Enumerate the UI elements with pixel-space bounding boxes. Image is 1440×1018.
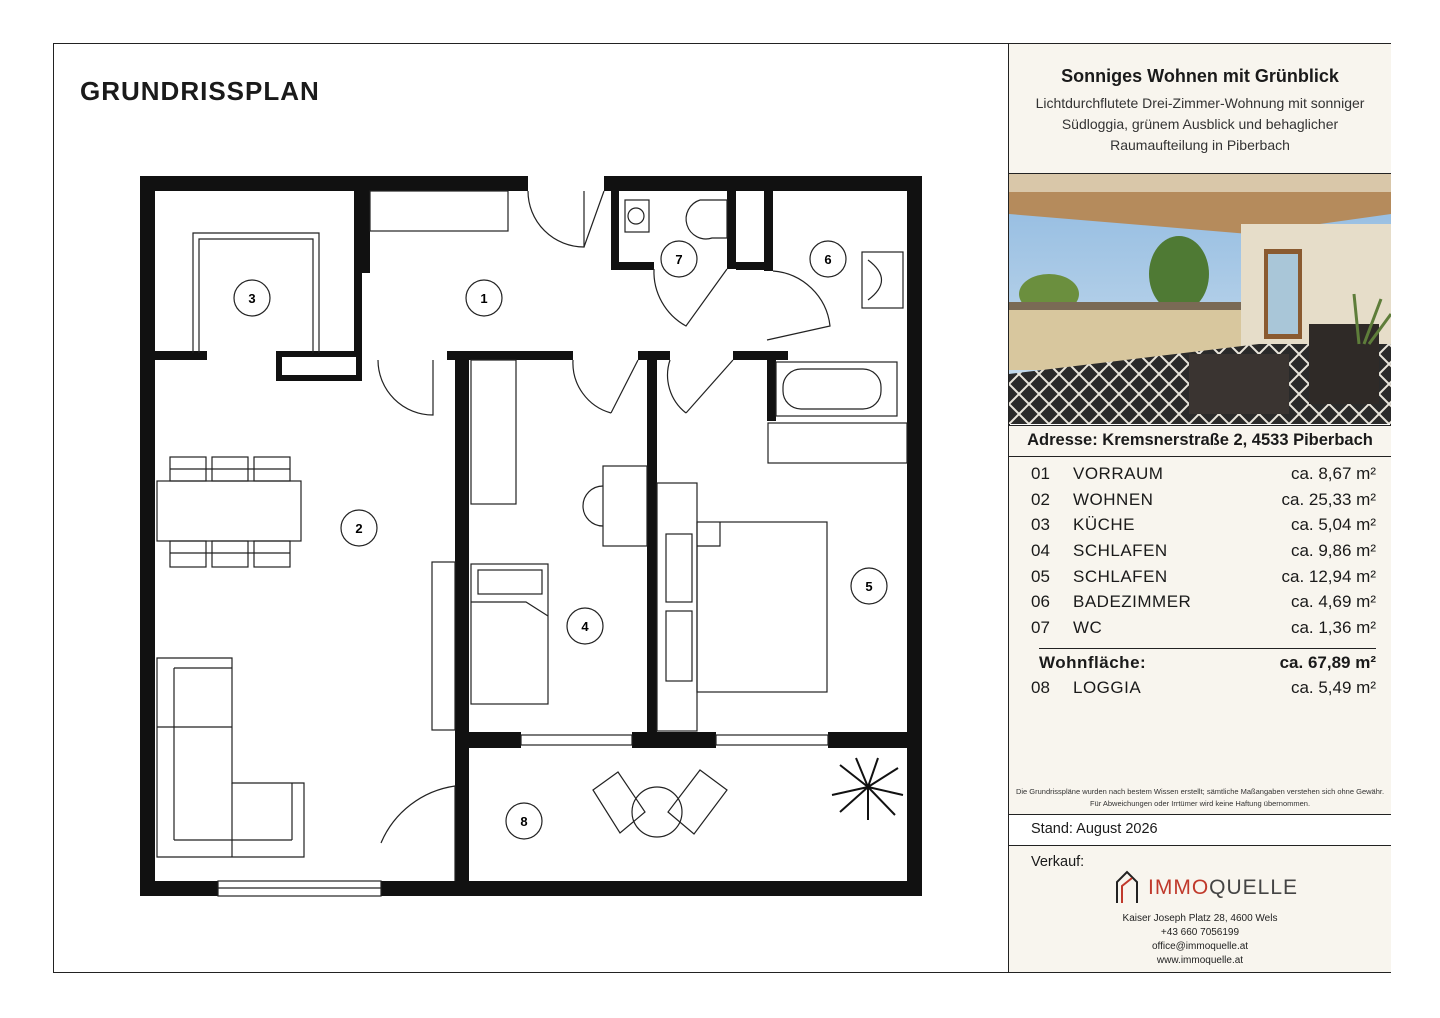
room-name: SCHLAFEN — [1073, 541, 1168, 560]
stand-date: Stand: August 2026 — [1009, 814, 1391, 846]
room-name: BADEZIMMER — [1073, 592, 1192, 611]
room-number: 03 — [1031, 515, 1050, 534]
total-row — [1031, 653, 1376, 679]
room-area: ca. 9,86 m² — [1290, 541, 1376, 560]
room-area: ca. 8,67 m² — [1290, 464, 1376, 483]
verkauf-label: Verkauf: — [1031, 854, 1085, 870]
room-markers — [234, 241, 887, 839]
listing-subtitle: Lichtdurchflutete Drei-Zimmer-Wohnung mit sonniger Südloggia, grünem Ausblick und behaglicher Raumaufteilung in Piberbach — [1035, 95, 1365, 153]
room-label-8: 8 — [520, 814, 528, 829]
logo-light: QUELLE — [1209, 876, 1299, 899]
address: Adresse: Kremsnerstraße 2, 4533 Piberbach — [1009, 425, 1391, 457]
room-label-5: 5 — [865, 579, 873, 594]
room-label-1: 1 — [480, 291, 488, 306]
plant-icon — [832, 758, 903, 820]
listing-header — [1009, 44, 1391, 174]
contact-phone[interactable]: +43 660 7056199 — [1160, 927, 1240, 938]
room-row — [1031, 567, 1376, 593]
room-area: ca. 25,33 m² — [1281, 490, 1376, 509]
room-number: 07 — [1031, 618, 1050, 637]
total-area: ca. 67,89 m² — [1279, 653, 1376, 672]
room-number: 08 — [1031, 678, 1050, 697]
total-divider — [1039, 648, 1376, 649]
total-label: Wohnfläche: — [1039, 653, 1147, 672]
room-row — [1031, 515, 1376, 541]
contact-web[interactable]: www.immoquelle.at — [1156, 955, 1244, 966]
room-row-loggia — [1031, 678, 1376, 704]
listing-title: Sonniges Wohnen mit Grünblick — [1061, 66, 1339, 86]
plan-title: GRUNDRISSPLAN — [80, 76, 320, 106]
room-row — [1031, 490, 1376, 516]
room-row — [1031, 541, 1376, 567]
house-logo-icon — [1114, 870, 1140, 904]
room-number: 04 — [1031, 541, 1050, 560]
disclaimer: Die Grundrisspläne wurden nach bestem Wissen erstellt; sämtliche Maßangaben verstehen sich ohne Gewähr. Für Abweichungen oder Irrtümer wird keine Haftung übernommen. — [1015, 787, 1385, 808]
immoquelle-logo — [1114, 870, 1299, 906]
room-name: LOGGIA — [1073, 678, 1142, 697]
room-label-2: 2 — [355, 521, 363, 536]
room-area: ca. 5,04 m² — [1290, 515, 1376, 534]
sales-contact — [1009, 846, 1391, 972]
loggia-photo — [1009, 174, 1391, 424]
room-area: ca. 1,36 m² — [1290, 618, 1376, 637]
room-label-3: 3 — [248, 291, 256, 306]
room-row — [1031, 464, 1376, 490]
room-number: 02 — [1031, 490, 1050, 509]
room-label-4: 4 — [581, 619, 589, 634]
contact-email[interactable]: office@immoquelle.at — [1151, 941, 1249, 952]
contact-details — [1009, 912, 1391, 968]
room-area: ca. 12,94 m² — [1281, 567, 1376, 586]
room-name: SCHLAFEN — [1073, 567, 1168, 586]
info-panel — [1009, 44, 1391, 972]
logo-strong: IMMO — [1148, 876, 1210, 899]
contact-street: Kaiser Joseph Platz 28, 4600 Wels — [1122, 913, 1278, 924]
room-number: 01 — [1031, 464, 1050, 483]
room-label-6: 6 — [824, 252, 832, 267]
room-row — [1031, 592, 1376, 618]
room-name: VORRAUM — [1073, 464, 1164, 483]
room-name: WC — [1073, 618, 1103, 637]
room-name: KÜCHE — [1073, 515, 1136, 534]
room-number: 05 — [1031, 567, 1050, 586]
room-area: ca. 5,49 m² — [1290, 678, 1376, 697]
room-label-7: 7 — [675, 252, 683, 267]
room-name: WOHNEN — [1073, 490, 1154, 509]
room-list — [1009, 457, 1391, 814]
room-row — [1031, 618, 1376, 644]
room-number: 06 — [1031, 592, 1050, 611]
room-area: ca. 4,69 m² — [1290, 592, 1376, 611]
